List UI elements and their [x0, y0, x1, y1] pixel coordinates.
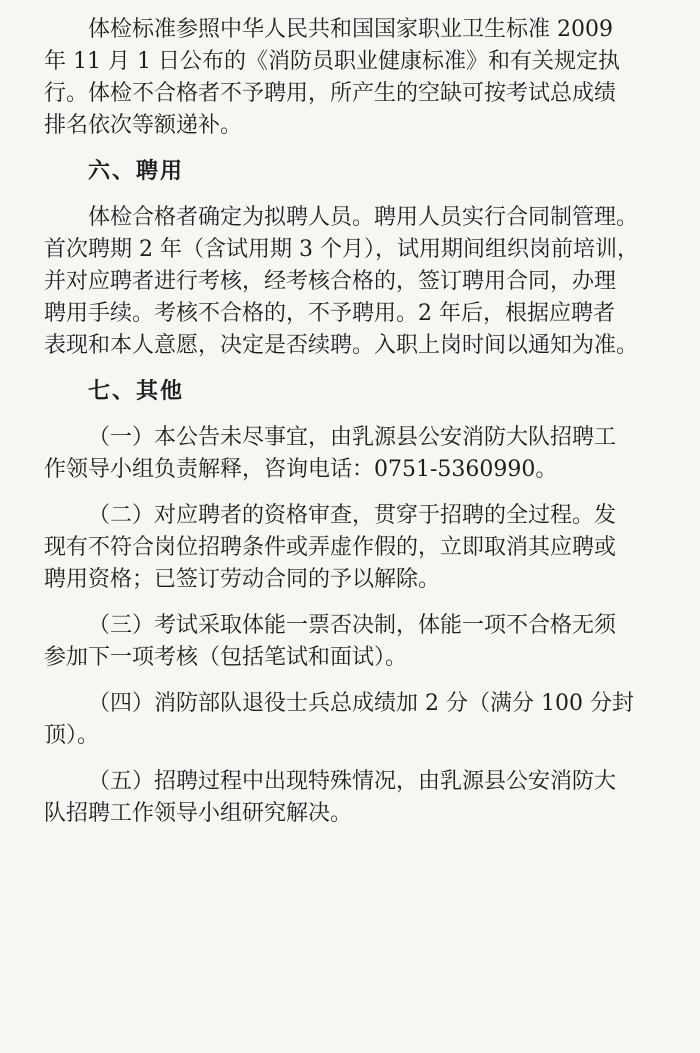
text-line: 行。体检不合格者不予聘用，所产生的空缺可按考试总成绩	[44, 81, 617, 106]
text-line: 表现和本人意愿，决定是否续聘。入职上岗时间以通知为准。	[44, 333, 639, 358]
paragraph-physical-exam	[44, 14, 660, 142]
text-line: （二）对应聘者的资格审查，贯穿于招聘的全过程。发	[88, 503, 617, 528]
text-line: 体检标准参照中华人民共和国国家职业卫生标准 2009	[88, 17, 613, 42]
text-line: 首次聘期 2 年（含试用期 3 个月），试用期间组织岗前培训，	[44, 237, 639, 262]
paragraph-other-2	[44, 500, 660, 596]
paragraph-other-1	[44, 422, 660, 486]
paragraph-other-5	[44, 766, 660, 830]
text-line: 聘用资格；已签订劳动合同的予以解除。	[44, 567, 441, 592]
text-line: 排名依次等额递补。	[44, 113, 243, 138]
section-heading-hiring: 六、聘用	[88, 159, 185, 184]
text-line: （一）本公告未尽事宜，由乳源县公安消防大队招聘工	[88, 425, 617, 450]
text-line: 并对应聘者进行考核，经考核合格的，签订聘用合同，办理	[44, 269, 617, 294]
text-line: 现有不符合岗位招聘条件或弄虚作假的，立即取消其应聘或	[44, 535, 617, 560]
text-line: 体检合格者确定为拟聘人员。聘用人员实行合同制管理。	[88, 205, 639, 230]
paragraph-other-3	[44, 610, 660, 674]
text-line: 顶）。	[44, 723, 100, 748]
text-line: （四）消防部队退役士兵总成绩加 2 分（满分 100 分封	[88, 691, 634, 716]
text-line: 参加下一项考核（包括笔试和面试）。	[44, 645, 408, 670]
text-line: 聘用手续。考核不合格的，不予聘用。2 年后，根据应聘者	[44, 301, 615, 326]
section-heading-other: 七、其他	[88, 379, 185, 404]
paragraph-other-4	[44, 688, 660, 752]
text-line: 作领导小组负责解释，咨询电话：0751-5360990。	[44, 457, 558, 482]
text-line: （三）考试采取体能一票否决制，体能一项不合格无须	[88, 613, 617, 638]
text-line: （五）招聘过程中出现特殊情况，由乳源县公安消防大	[88, 769, 617, 794]
text-line: 年 11 月 1 日公布的《消防员职业健康标准》和有关规定执	[44, 49, 620, 74]
paragraph-hiring	[44, 202, 660, 362]
text-line: 队招聘工作领导小组研究解决。	[44, 801, 353, 826]
